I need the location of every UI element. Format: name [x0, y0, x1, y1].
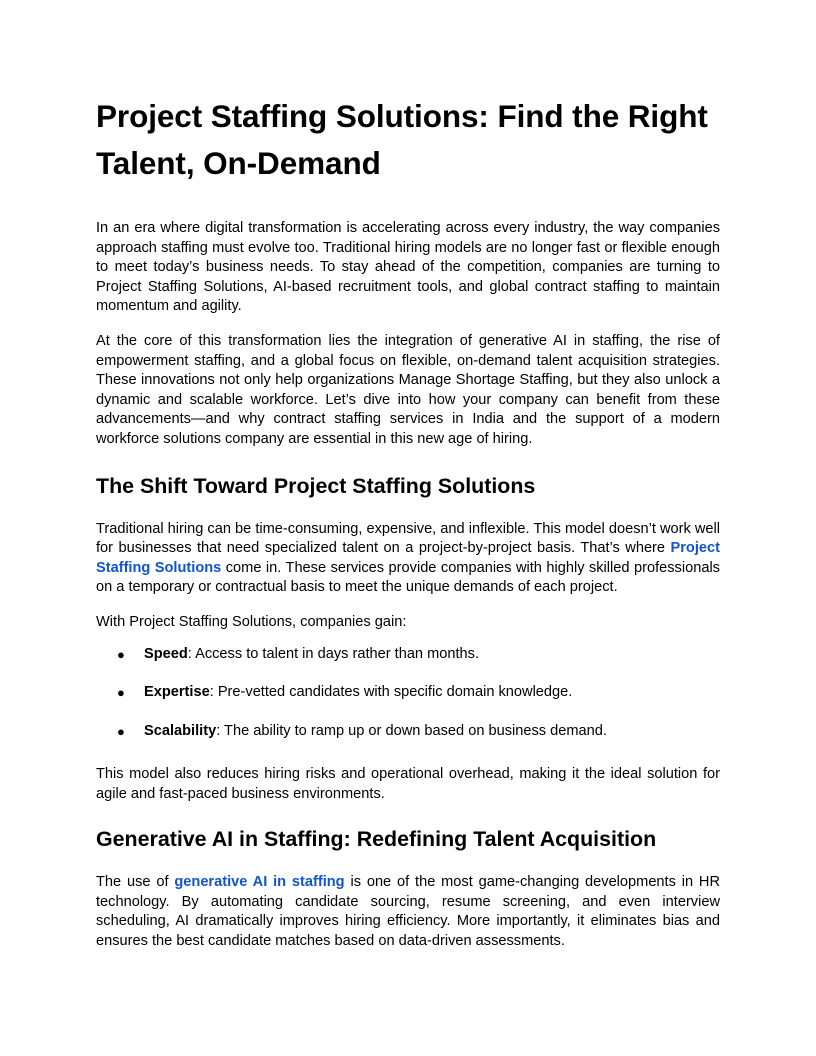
- model-closing-paragraph: This model also reduces hiring risks and operational overhead, making it the ideal solution for agile and fast-paced business environments.: [96, 766, 720, 802]
- benefit-text: : Pre-vetted candidates with specific domain knowledge.: [209, 684, 573, 701]
- benefits-list: [96, 645, 720, 743]
- generative-ai-paragraph: [96, 873, 720, 951]
- traditional-hiring-text: Traditional hiring can be time-consuming, expensive, and inflexible. This model doesn’t work well for businesses that need specialized talent on a project-by-project basis. That’s where: [96, 520, 720, 557]
- traditional-hiring-text-cont: come in. These services provide companies with highly skilled professionals on a temporary or contractual basis to meet the unique demands of each project.: [96, 559, 720, 596]
- benefit-term: Speed: [144, 645, 188, 662]
- traditional-hiring-paragraph: [96, 520, 720, 598]
- page-title: Project Staffing Solutions: Find the Right Talent, On-Demand: [96, 98, 708, 181]
- intro-paragraph: In an era where digital transformation is accelerating across every industry, the way companies approach staffing must evolve too. Traditional hiring models are no longer fast or flexible enough to meet today’s business needs. To stay ahead of the competition, companies are turning to Project Staffing Solutions, AI-based recruitment tools, and global contract staffing to maintain momentum and agility.: [96, 220, 720, 315]
- list-item: [96, 683, 720, 703]
- section-heading-shift: The Shift Toward Project Staffing Solutions: [96, 473, 536, 498]
- bullet-icon: ●: [117, 646, 125, 662]
- benefit-term: Scalability: [144, 723, 217, 740]
- gain-intro-paragraph: With Project Staffing Solutions, companies gain:: [96, 613, 407, 630]
- benefit-text: : The ability to ramp up or down based on business demand.: [216, 723, 607, 740]
- list-item: [96, 645, 720, 665]
- benefit-term: Expertise: [144, 684, 210, 701]
- generative-ai-in-staffing-link[interactable]: generative AI in staffing: [174, 874, 345, 891]
- section-heading-generative-ai: Generative AI in Staffing: Redefining Talent Acquisition: [96, 827, 657, 852]
- bullet-icon: ●: [117, 724, 125, 740]
- core-paragraph: At the core of this transformation lies the integration of generative AI in staffing, the rise of empowerment staffing, and a global focus on flexible, on-demand talent acquisition strategies. These innovations not only help organizations Manage Shortage Staffing, but they also unlock a dynamic and scalable workforce. Let’s dive into how your company can benefit from these advancements—and why contract staffing services in India and the support of a modern workforce solutions company are essential in this new age of hiring.: [96, 332, 720, 447]
- generative-ai-text-cont: is one of the most game-changing developments in HR technology. By automating candidate sourcing, resume screening, and even interview scheduling, AI dramatically improves hiring efficiency. More importantly, it eliminates bias and ensures the best candidate matches based on data-driven assessments.: [96, 874, 721, 950]
- bullet-icon: ●: [117, 685, 125, 701]
- generative-ai-text: The use of: [96, 874, 169, 891]
- benefit-text: : Access to talent in days rather than months.: [187, 645, 480, 662]
- list-item: [96, 722, 720, 742]
- project-staffing-solutions-link[interactable]: Project Staffing Solutions: [96, 540, 720, 576]
